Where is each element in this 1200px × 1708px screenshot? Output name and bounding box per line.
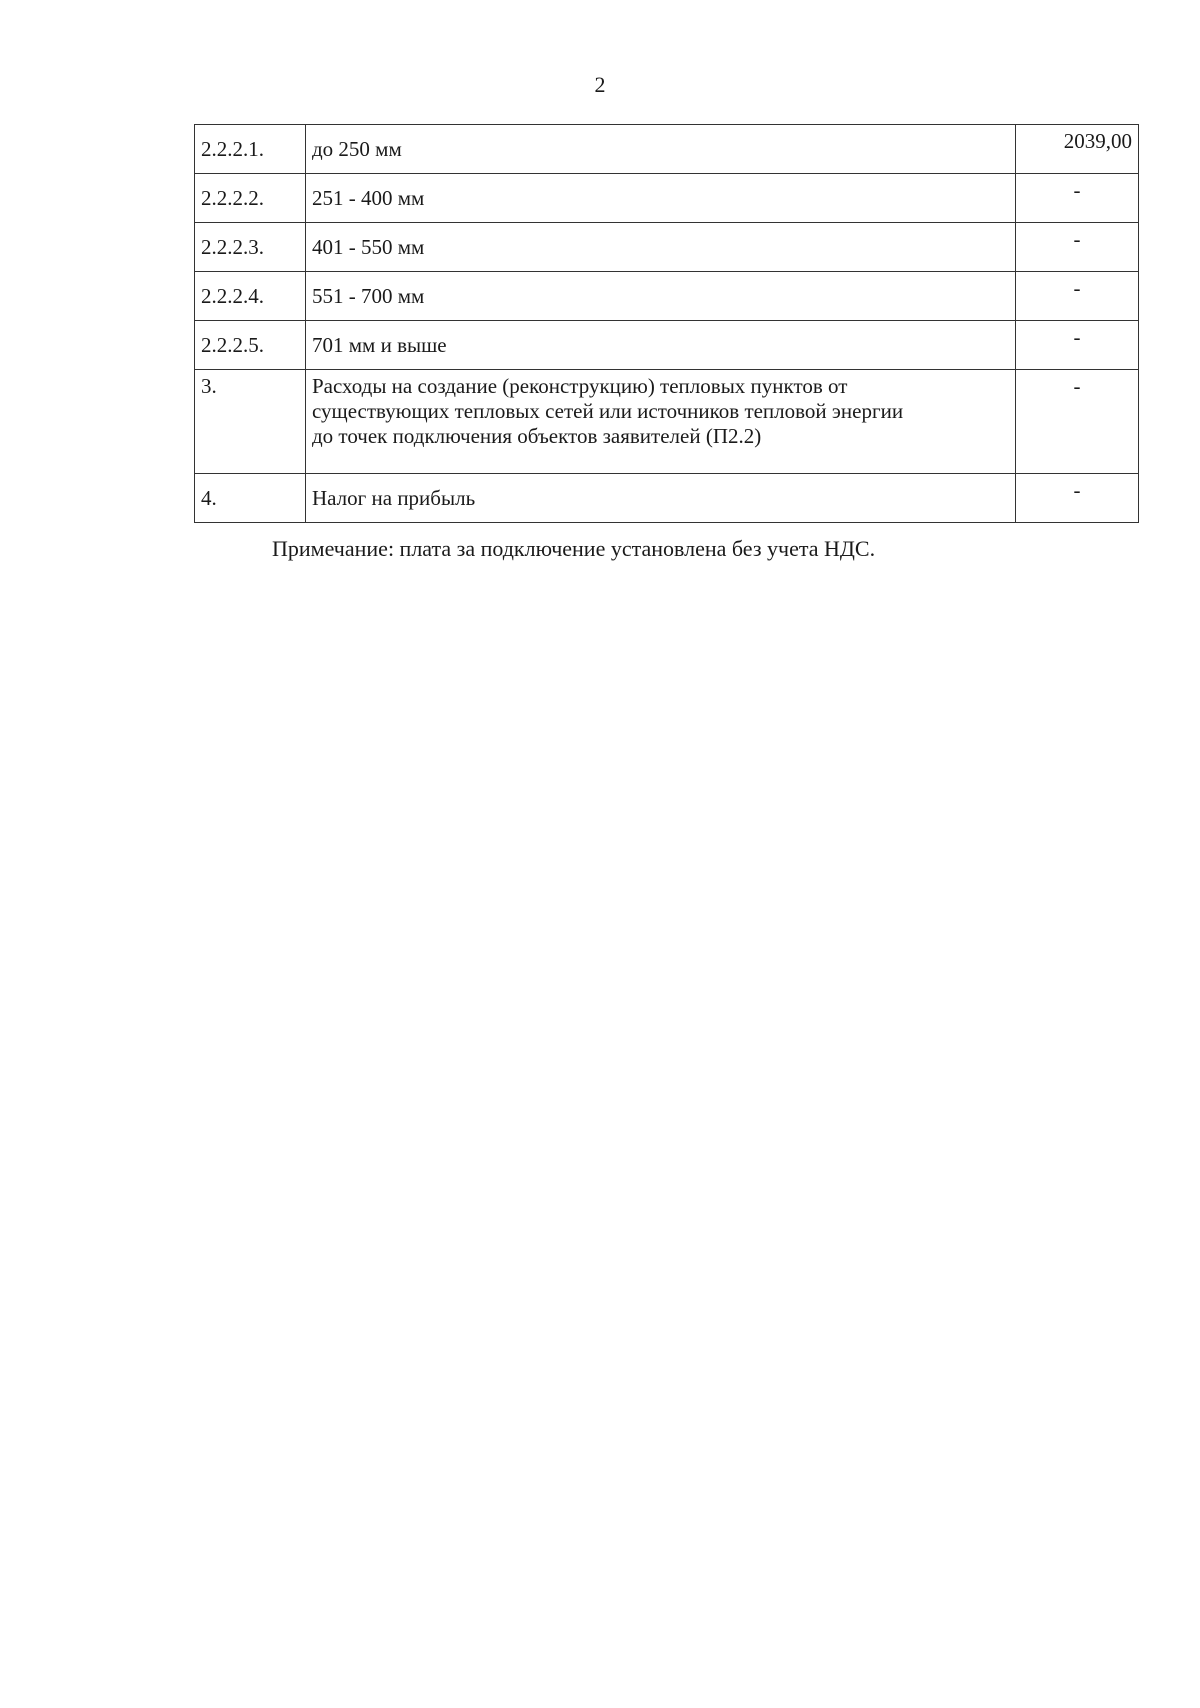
table-row — [195, 370, 1139, 474]
row-value: - — [1016, 370, 1139, 474]
tariff-table — [194, 124, 1139, 523]
row-value: - — [1016, 321, 1139, 370]
table-row — [195, 272, 1139, 321]
table-row — [195, 125, 1139, 174]
row-value: 2039,00 — [1016, 125, 1139, 174]
table-row — [195, 474, 1139, 523]
row-description: Налог на прибыль — [306, 474, 1016, 523]
footnote: Примечание: плата за подключение установлена без учета НДС. — [272, 536, 876, 561]
table-row — [195, 321, 1139, 370]
row-description: до 250 мм — [306, 125, 1016, 174]
row-description-line: Расходы на создание (реконструкцию) тепловых пунктов от — [312, 374, 848, 398]
row-value: - — [1016, 223, 1139, 272]
table-row — [195, 174, 1139, 223]
row-number: 3. — [195, 370, 306, 474]
row-description: 251 - 400 мм — [306, 174, 1016, 223]
row-description: 551 - 700 мм — [306, 272, 1016, 321]
row-number: 2.2.2.1. — [195, 125, 306, 174]
table-row — [195, 223, 1139, 272]
row-description-line: до точек подключения объектов заявителей (П2.2) — [312, 424, 762, 448]
row-number: 2.2.2.5. — [195, 321, 306, 370]
row-description: 701 мм и выше — [306, 321, 1016, 370]
row-description-line: существующих тепловых сетей или источников тепловой энергии — [312, 399, 904, 423]
row-value: - — [1016, 272, 1139, 321]
page-number: 2 — [594, 72, 606, 97]
row-number: 2.2.2.4. — [195, 272, 306, 321]
row-number: 2.2.2.3. — [195, 223, 306, 272]
row-number: 2.2.2.2. — [195, 174, 306, 223]
row-value: - — [1016, 474, 1139, 523]
row-number: 4. — [195, 474, 306, 523]
row-description — [306, 370, 1016, 474]
row-value: - — [1016, 174, 1139, 223]
row-description: 401 - 550 мм — [306, 223, 1016, 272]
